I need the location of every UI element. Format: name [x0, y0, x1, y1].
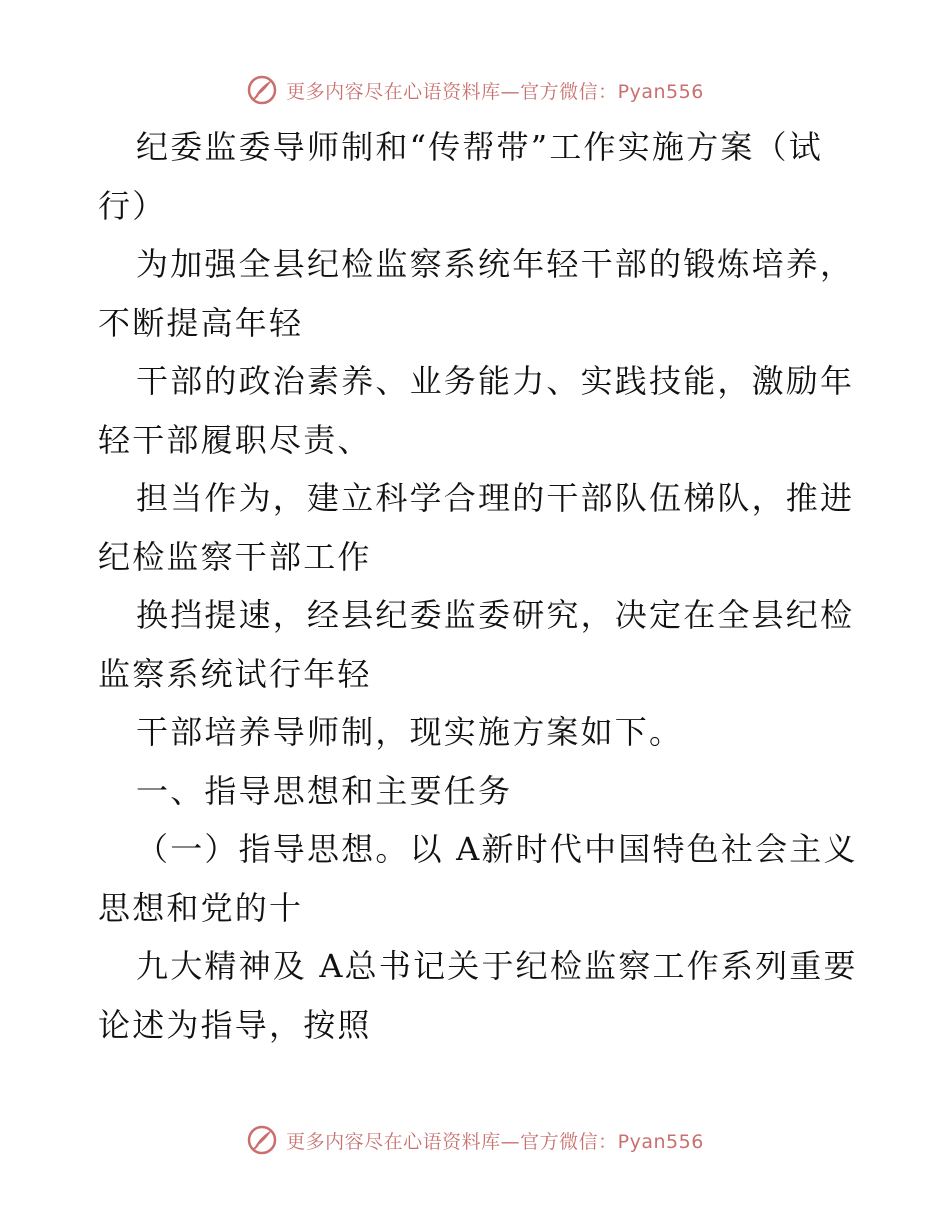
paragraph: 九大精神及 A总书记关于纪检监察工作系列重要论述为指导，按照	[98, 947, 858, 1044]
quill-logo-icon	[246, 1124, 278, 1156]
watermark-text: 更多内容尽在心语资料库—官方微信：Pyan556	[286, 80, 704, 103]
watermark-text: 更多内容尽在心语资料库—官方微信：Pyan556	[286, 1130, 704, 1153]
paragraph: 为加强全县纪检监察系统年轻干部的锻炼培养，不断提高年轻	[98, 245, 855, 342]
section-heading: 一、指导思想和主要任务	[136, 771, 513, 810]
paragraph: 担当作为，建立科学合理的干部队伍梯队，推进纪检监察干部工作	[98, 479, 855, 576]
document-title: 纪委监委导师制和“传帮带”工作实施方案（试行）	[98, 128, 823, 225]
paragraph: 干部的政治素养、业务能力、实践技能，激励年轻干部履职尽责、	[98, 362, 855, 459]
paragraph: 换挡提速，经县纪委监委研究，决定在全县纪检监察系统试行年轻	[98, 596, 855, 693]
quill-logo-icon	[246, 74, 278, 106]
paragraph: 干部培养导师制，现实施方案如下。	[136, 713, 684, 751]
header-watermark	[0, 70, 950, 110]
footer-watermark	[0, 1120, 950, 1160]
paragraph: （一）指导思想。以 A新时代中国特色社会主义思想和党的十	[98, 830, 858, 927]
document-body	[98, 118, 858, 1054]
